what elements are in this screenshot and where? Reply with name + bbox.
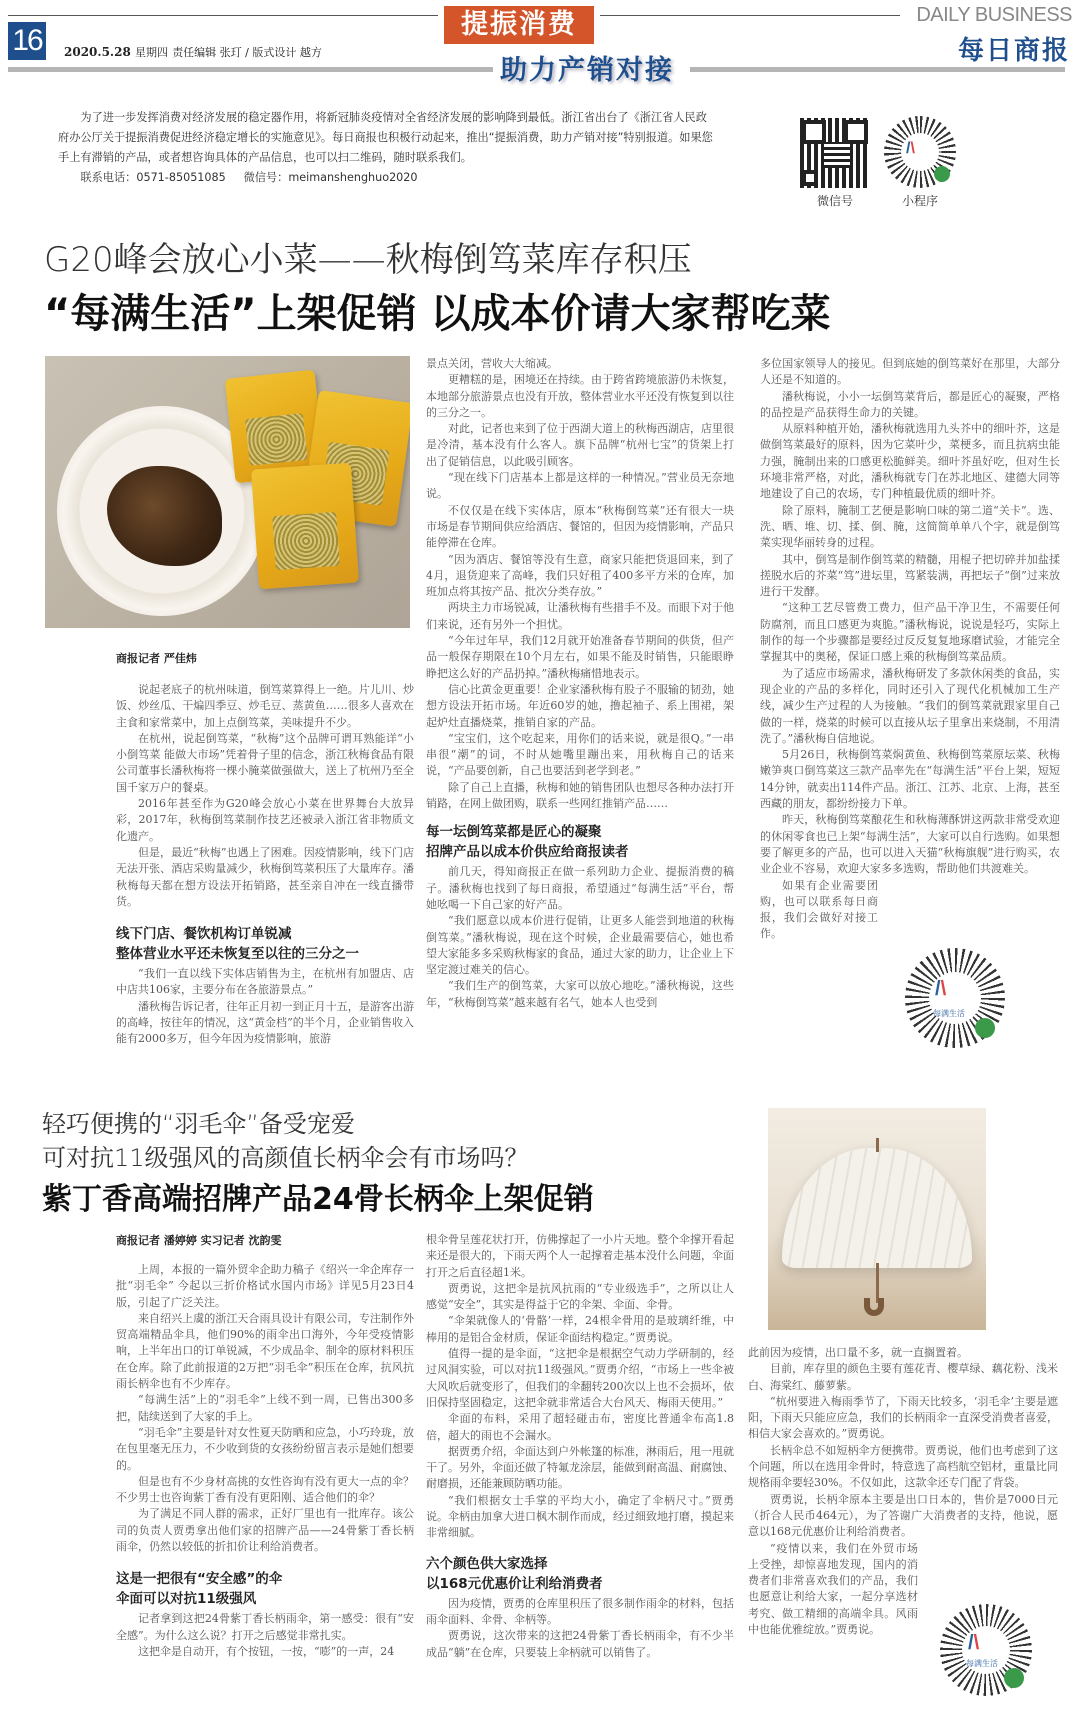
brand-logo-icon: /\ <box>935 978 947 1000</box>
paragraph: “我们生产的倒笃菜，大家可以放心地吃。”潘秋梅说，这些年，“秋梅倒笃菜”越来越有名气，她本人也受到 <box>426 979 734 1009</box>
article1-column-1 <box>116 682 414 1048</box>
paragraph: 说起老底子的杭州味道，倒笃菜算得上一绝。片儿川、炒饭、炒丝瓜、干煸四季豆、炒毛豆、蒸黄鱼……很多人喜欢在主食和家常菜中，加上点倒笃菜，美味提升不少。 <box>116 683 414 729</box>
miniprogram-badge-icon <box>975 1018 995 1038</box>
paragraph: 更糟糕的是，困境还在持续。由于跨省跨境旅游仍未恢复，本地部分旅游景点也没有开放，整体营业水平还没有恢复到以往的三分之一。 <box>426 373 734 419</box>
paragraph: 这把伞是自动开，有个按钮，一按，“嘭”的一声，24 <box>138 1644 395 1658</box>
article2-byline: 商报记者 潘婷婷 实习记者 沈韵雯 <box>116 1234 282 1247</box>
umbrella-tip-icon <box>876 1138 879 1152</box>
article1-subhead-1 <box>116 924 414 964</box>
product-photo-pickled-vegetables <box>45 356 410 628</box>
rule-bottom-right <box>690 67 1065 72</box>
paragraph: 但是，最近“秋梅”也遇上了困难。因疫情影响，线下门店无法开张、酒店采购量减少，秋梅倒笃菜积压了大量库存。潘秋梅每天都在想方设法开拓销路，甚至亲自冲在一线直播带货。 <box>116 845 414 908</box>
article1-kicker: G20峰会放心小菜——秋梅倒笃菜库存积压 <box>44 240 692 280</box>
wechat-qr[interactable] <box>800 118 870 209</box>
qr-brand-label: 每满生活 <box>933 1009 965 1018</box>
paragraph: “杭州要进入梅雨季节了，下雨天比较多，‘羽毛伞’主要是遮阳，下雨天只能应应急，我们的长柄雨伞一直深受消费者喜爱，相信大家会喜欢的。”贾勇说。 <box>748 1394 1058 1441</box>
paragraph: 上周，本报的一篇外贸伞企助力稿子《绍兴一伞企库存一批“羽毛伞” 今起以三折价格试水国内市场》详见5月23日4版，引起了广泛关注。 <box>116 1263 414 1309</box>
article1-subhead-2 <box>426 822 734 862</box>
paragraph: 昨天，秋梅倒笃菜酿花生和秋梅薄酥饼这两款非常受欢迎的休闲零食也已上架“每满生活”，大家可以自行选购。如果想要了解更多的产品，也可以进入天猫“秋梅旗舰”进行购买，农业企业不容易，欢迎大家多多选购，帮助他们共渡难关。 <box>760 813 1060 876</box>
paragraph: 来自绍兴上虞的浙江天合雨具设计有限公司，专注制作外贸高端精品伞具，他们90%的雨伞出口海外，今年受疫情影响，上半年出口的订单锐减，不少成品伞、制伞的原材料积压在仓库。除了此前报道的2万把“羽毛伞”积压在仓库，抗风抗雨长柄伞也有不少库存。 <box>116 1311 414 1391</box>
miniprogram-qr-label: 小程序 <box>901 194 938 208</box>
miniprogram-qr[interactable] <box>884 116 956 209</box>
paragraph: “现在线下门店基本上都是这样的一种情况。”营业员无奈地说。 <box>426 471 734 501</box>
umbrella-handle-icon <box>864 1298 884 1316</box>
article2-subhead-1 <box>116 1569 414 1609</box>
package-icon <box>251 463 359 590</box>
paragraph: 除了自己上直播，秋梅和她的销售团队也想尽各种办法打开销路，在网上做团购，联系一些网红推销产品…… <box>426 780 734 811</box>
article2-subhead-2 <box>426 1554 734 1594</box>
paragraph: 5月26日，秋梅倒笃菜焖黄鱼、秋梅倒笃菜原坛菜、秋梅嫩笋爽口倒笃菜这三款产品率先在“每满生活”平台上架，短短14分钟，就卖出114件产品。浙江、江苏、北京、上海，甚至西藏的朋友，都纷纷接力下单。 <box>760 748 1060 811</box>
contact-line <box>58 168 718 188</box>
article1-column-2 <box>426 356 734 1011</box>
paragraph: “因为酒店、餐馆等没有生意，商家只能把货退回来，到了4月，退货迎来了高峰，我们只好租了400多平方米的仓库，加班加点将其按产品、批次分类存放。” <box>426 552 734 599</box>
paragraph: 贾勇说，这把伞是抗风抗雨的“专业级选手”，之所以让人感觉“安全”，其实是得益于它的伞架、伞面、伞骨。 <box>426 1281 734 1312</box>
subhead-line: 以168元优惠价让利给消费者 <box>426 1575 603 1592</box>
subhead-line: 这是一把很有“安全感”的伞 <box>116 1571 283 1588</box>
masthead <box>0 0 1080 95</box>
contact-wechat: 微信号：meimanshenghuo2020 <box>243 171 418 184</box>
article2-kicker-1: 轻巧便携的“羽毛伞”备受宠爱 <box>42 1110 355 1138</box>
qr-brand-label: 每满生活 <box>966 1659 998 1668</box>
section-subtitle: 助力产销对接 <box>500 55 674 86</box>
paragraph: “我们一直以线下实体店销售为主，在杭州有加盟店、店中店共106家，主要分布在各旅游景点。” <box>116 967 414 997</box>
paragraph: “疫情以来，我们在外贸市场上受挫，却惊喜地发现，国内的消费者们非常喜欢我们的产品，我们也愿意让利给大家，一起分享选材考究、做工精细的高端伞具。风雨中也能优雅绽放。”贾勇说。 <box>748 1541 918 1637</box>
contact-phone: 联系电话：0571-85051085 <box>80 171 226 184</box>
rule-top-right <box>600 15 900 16</box>
brand-chinese: 每日商报 <box>957 36 1070 66</box>
article2-column-2 <box>426 1232 734 1661</box>
wechat-qr-label: 微信号 <box>816 194 853 208</box>
intro-block <box>58 108 718 188</box>
paragraph: 长柄伞总不如短柄伞方便携带。贾勇说，他们也考虑到了这个问题，所以在选用伞骨时，特意选了高档航空铝材，重量比同规格雨伞要轻30%。不仅如此，这款伞还专门配了背袋。 <box>748 1443 1058 1490</box>
paragraph: 对此，记者也来到了位于西湖大道上的秋梅西湖店，店里很是冷清，基本没有什么客人。旗下品牌“杭州七宝”的货架上打出了促销信息，以此吸引顾客。 <box>426 422 734 468</box>
paragraph: 信心比黄金更重要！企业家潘秋梅有股子不服输的韧劲，她想方设法开拓市场。年近60岁的她，撸起袖子、系上围裙，架起炉灶直播烧菜，推销自家的产品。 <box>426 682 734 729</box>
paragraph: 为了适应市场需求，潘秋梅研发了多款休闲类的食品，实现企业的产品的多样化，同时还引入了现代化机械加工生产线，减少生产过程的人为接触。“我们的倒笃菜就跟家里自己做的一样，烧菜的时候可以直接从坛子里拿出来烧制，不用清洗了。”潘秋梅自信地说。 <box>760 666 1060 745</box>
paragraph: “我们愿意以成本价进行促销，让更多人能尝到地道的秋梅倒笃菜。”潘秋梅说，现在这个时候，企业最需要信心，她也希望大家能多多采购秋梅家的食品，通过大家的助力，让企业上下坚定渡过难关的信心。 <box>426 914 734 977</box>
paragraph: 除了原料，腌制工艺便是影响口味的第二道“关卡”。选、洗、晒、堆、切、揉、倒、腌，这简简单单八个字，就是倒笃菜实现华丽转身的过程。 <box>760 503 1060 550</box>
paragraph: 值得一提的是伞面，“这把伞是根据空气动力学研制的，经过风洞实验，可以对抗11级强风。”贾勇介绍，“市场上一些伞被大风吹后就变形了，但我们的伞翻转200次以上也不会损坏，依旧保持坚固稳定，这把伞就非常适合大台风天、梅雨天使用。” <box>426 1347 734 1409</box>
article1-headline: “每满生活”上架促销 以成本价请大家帮吃菜 <box>44 291 831 337</box>
subhead-line: 整体营业水平还未恢复至以往的三分之一 <box>116 946 359 963</box>
paragraph: “伞架就像人的‘骨骼’一样，24根伞骨用的是玻璃纤维，中棒用的是铝合金材质，保证伞面结构稳定。”贾勇说。 <box>426 1314 734 1344</box>
paragraph: “宝宝们，这个吃起来，用你们的话来说，就是很Q。”一串串很“潮”的词，不时从她嘴里蹦出来，用秋梅自己的话来说，“产品要创新，自己也要活到老学到老。” <box>426 731 734 778</box>
qr-code-icon <box>800 118 870 188</box>
paragraph: “今年过年早，我们12月就开始准备春节期间的供货，但产品一般保存期限在10个月左右，如果不能及时销售，只能眼睁睁把这么好的产品扔掉。”潘秋梅痛惜地表示。 <box>426 634 734 680</box>
paragraph: 前几天，得知商报正在做一系列助力企业、提振消费的稿子。潘秋梅也找到了每日商报，希望通过“每满生活”平台，帮她吆喝一下自己家的好产品。 <box>426 865 734 911</box>
issue-date: 2020.5.28 <box>64 45 131 59</box>
miniprogram-badge-icon <box>1004 1668 1024 1688</box>
section-tag: 提振消费 <box>444 6 594 44</box>
umbrella-shaft-icon <box>876 1263 879 1303</box>
miniprogram-code-icon: /\ <box>884 116 956 188</box>
paragraph: 贾勇说，长柄伞原本主要是出口日本的，售价是7000日元（折合人民币464元），为了答谢广大消费者的支持，他说，愿意以168元优惠价让利给消费者。 <box>748 1492 1058 1539</box>
product-photo-umbrella <box>768 1108 986 1330</box>
paragraph: 潘秋梅告诉记者，往年正月初一到正月十五，是游客出游的高峰，按往年的情况，这“黄金档”的半个月，企业销售收入能有2000多万，但今年因为疫情影响，旅游 <box>116 999 414 1046</box>
paragraph: “每满生活”上的“羽毛伞”上线不到一周，已售出300多把，陆续送到了大家的手上。 <box>116 1393 414 1423</box>
paragraph: 贾勇说，这次带来的这把24骨紫丁香长柄雨伞，有不少半成品“躺”在仓库，只要装上伞柄就可以销售了。 <box>426 1629 734 1659</box>
umbrella-canopy-icon <box>782 1148 972 1268</box>
paragraph: 但是也有不少身材高挑的女性咨询有没有更大一点的伞？不少男士也咨询紫丁香有没有更阳刚、适合他们的伞？ <box>116 1474 414 1505</box>
paragraph: “羽毛伞”主要是针对女性夏天防晒和应急，小巧玲珑，放在包里毫无压力，不少收到货的女孩纷纷留言表示是她们想要的。 <box>116 1425 414 1472</box>
paragraph: 在杭州，说起倒笃菜，“秋梅”这个品牌可谓耳熟能详“小小倒笃菜 能做大市场”凭着骨子里的信念，浙江秋梅食品有限公司董事长潘秋梅将一棵小腌菜做强做大，送上了杭州乃至全国千家万户的餐桌。 <box>116 731 414 794</box>
paragraph: “这种工艺尽管费工费力，但产品干净卫生，不需要任何防腐剂，而且口感更为爽脆。”潘秋梅说，说说是轻巧，实际上制作的每一个步骤都是要经过反反复复地琢磨试验，才能完全掌握其中的奥秘，保证口感上乘的秋梅倒笃菜品质。 <box>760 601 1060 664</box>
date-line <box>64 44 322 60</box>
rule-top-left <box>8 15 438 16</box>
paragraph: 根伞骨呈莲花状打开，仿佛撑起了一小片天地。整个伞撑开看起来还是很大的，下雨天两个人一起撑着走基本没什么问题，伞面打开之后直径超1米。 <box>426 1233 734 1279</box>
paragraph: 多位国家领导人的接见。但到底她的倒笃菜好在那里，大部分人还是不知道的。 <box>760 357 1060 387</box>
paragraph: “我们根据女士手掌的平均大小，确定了伞柄尺寸。”贾勇说。伞柄由加拿大进口枫木制作而成，经过细致地打磨，摸起来非常细腻。 <box>426 1493 734 1540</box>
paragraph: 2016年甚至作为G20峰会放心小菜在世界舞台大放异彩，2017年，秋梅倒笃菜制作技艺还被录入浙江省非物质文化遗产。 <box>116 797 414 843</box>
paragraph: 因为疫情，贾勇的仓库里积压了很多制作雨伞的材料，包括雨伞面料、伞骨、伞柄等。 <box>426 1596 734 1626</box>
subhead-line: 伞面可以对抗11级强风 <box>116 1591 257 1608</box>
paragraph: 伞面的布料，采用了超轻碰击布，密度比普通伞布高1.8倍，超大的雨也不会漏水。 <box>426 1412 734 1442</box>
paragraph: 其中，倒笃是制作倒笃菜的精髓，用棍子把切碎并加盐揉搓脱水后的芥菜“笃”进坛里，笃紧装满，再把坛子“倒”过来放进行干发酵。 <box>760 552 1060 599</box>
article1-column-3 <box>760 356 1060 943</box>
article1-byline: 商报记者 严佳炜 <box>116 652 197 665</box>
subhead-line: 每一坛倒笃菜都是匠心的凝聚 <box>426 824 602 841</box>
paragraph: 此前因为疫情，出口量不多，就一直搁置着。 <box>748 1346 968 1359</box>
paragraph: 记者拿到这把24骨紫丁香长柄雨伞，第一感受：很有“安全感”。为什么这么说？打开之后感觉非常扎实。 <box>116 1612 414 1642</box>
paragraph: 不仅仅是在线下实体店，原本“秋梅倒笃菜”还有很大一块市场是春节期间供应给酒店、餐馆的，但因为疫情影响，产品只能停滞在仓库。 <box>426 503 734 550</box>
editors: 责任编辑 张玎 / 版式设计 越方 <box>172 46 322 59</box>
brand-english: DAILY BUSINESS <box>916 4 1072 26</box>
brand-logo-icon: /\ <box>968 1632 980 1654</box>
paragraph: 如果有企业需要团购，也可以联系每日商报，我们会做好对接工作。 <box>760 878 878 941</box>
article2-column-3 <box>748 1345 1058 1638</box>
article2-headline: 紫丁香高端招牌产品24骨长柄伞上架促销 <box>42 1182 594 1217</box>
paragraph: 据贾勇介绍，伞面达到户外帐篷的标准，淋雨后，甩一甩就干了。另外，伞面还做了特氟龙涂层，能做到耐高温、耐腐蚀、耐磨损，还能兼顾防晒功能。 <box>426 1444 734 1491</box>
paragraph: 潘秋梅说，小小一坛倒笃菜背后，都是匠心的凝聚，严格的品控是产品获得生命力的关键。 <box>760 389 1060 419</box>
subhead-line: 招牌产品以成本价供应给商报读者 <box>426 844 629 861</box>
paragraph: 两块主力市场锐减，让潘秋梅有些措手不及。而眼下对于他们来说，还有另外一个担忧。 <box>426 601 734 631</box>
subhead-line: 六个颜色供大家选择 <box>426 1555 548 1572</box>
page-number: 16 <box>8 22 46 60</box>
article2-miniprogram-qr[interactable] <box>940 1604 1032 1696</box>
article2-column-1 <box>116 1262 414 1660</box>
paragraph: 从原料种植开始，潘秋梅就选用九头芥中的细叶芥，这是做倒笃菜最好的原料，因为它菜叶少，菜梗多，而且抗病虫能力强，腌制出来的口感更松脆鲜美。细叶芥虽好吃，但对生长环境非常严格，对此，潘秋梅就专门在苏北地区、建德大同等地建设了自己的农场，专门种植最优质的细叶芥。 <box>760 422 1060 501</box>
rule-bottom-left <box>8 67 493 72</box>
intro-text: 为了进一步发挥消费对经济发展的稳定器作用，将新冠肺炎疫情对全省经济发展的影响降到最低。浙江省出台了《浙江省人民政府办公厅关于提振消费促进经济稳定增长的实施意见》。每日商报也积极行动起来，推出“提振消费，助力产销对接”特别报道。如果您手上有滞销的产品，或者想咨询具体的产品信息，也可以扫二维码，随时联系我们。 <box>58 111 713 164</box>
article2-kicker-2: 可对抗11级强风的高颜值长柄伞会有市场吗？ <box>42 1144 529 1172</box>
weekday: 星期四 <box>135 46 168 59</box>
subhead-line: 线下门店、餐饮机构订单锐减 <box>116 926 292 943</box>
paragraph: 景点关闭，营收大大缩减。 <box>426 357 558 370</box>
article1-miniprogram-qr[interactable] <box>905 948 1005 1048</box>
paragraph: 为了满足不同人群的需求，正好厂里也有一批库存。该公司的负责人贾勇拿出他们家的招牌产品——24骨紫丁香长柄雨伞，仍然以较低的折扣价让利给消费者。 <box>116 1507 414 1554</box>
paragraph: 目前，库存里的颜色主要有莲花青、樱草绿、藕花粉、浅米白、海棠红、藤萝紫。 <box>748 1362 1058 1392</box>
